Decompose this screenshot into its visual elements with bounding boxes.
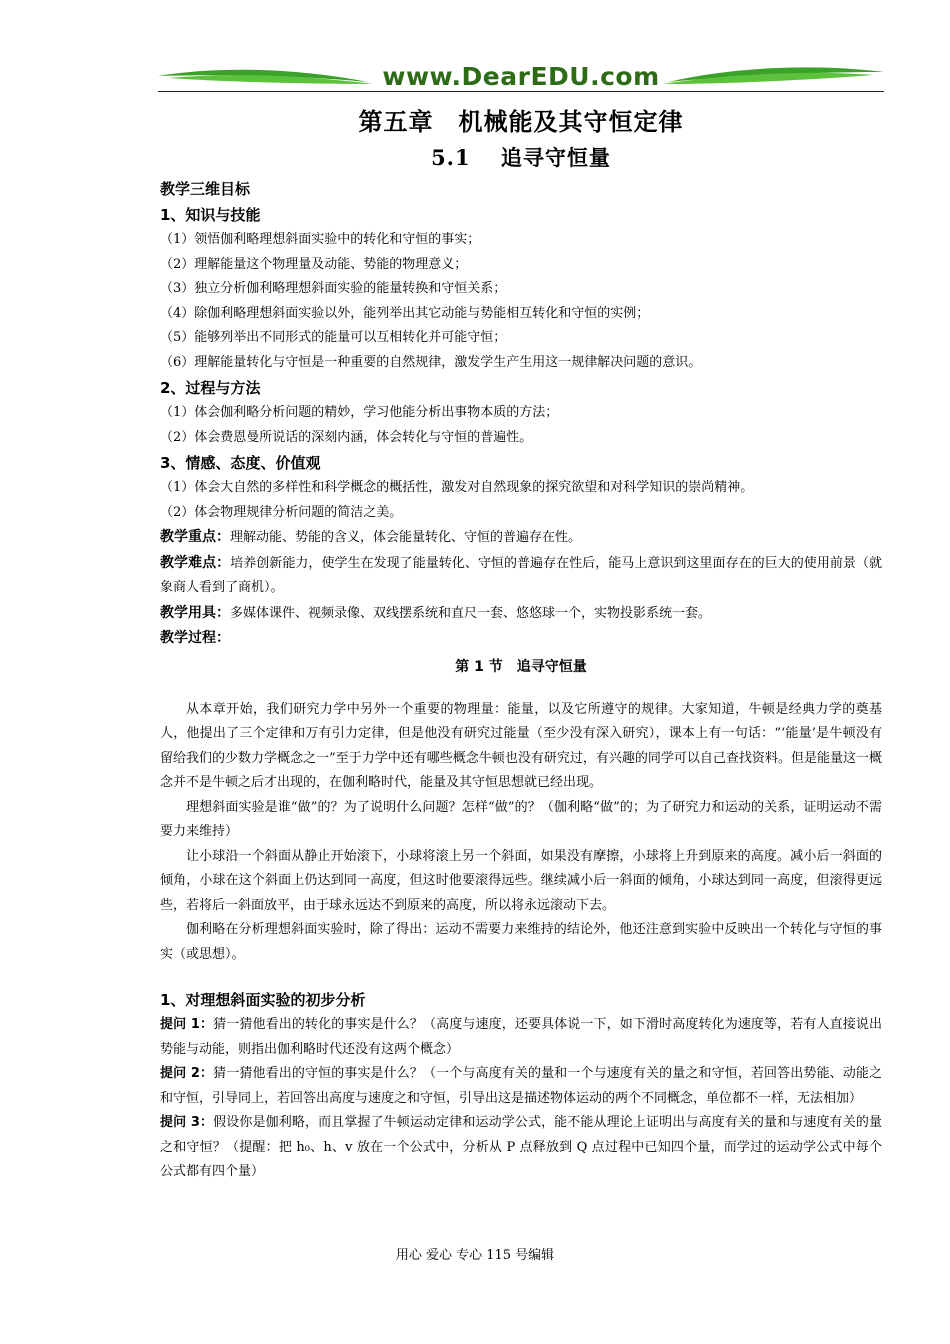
process-label: 教学过程： xyxy=(160,630,230,646)
site-header xyxy=(158,62,884,94)
emotion-heading: 3、情感、态度、价值观 xyxy=(160,454,321,472)
question-3 xyxy=(160,1111,882,1185)
list-item: （4）除伽利略理想斜面实验以外，能列举出其它动能与势能相互转化和守恒的实例； xyxy=(160,305,650,321)
chapter-title: 第五章 机械能及其守恒定律 xyxy=(358,107,684,136)
tools-text: 多媒体课件、视频录像、双线摆系统和直尺一套、悠悠球一个，实物投影系统一套。 xyxy=(230,605,712,621)
process-heading: 2、过程与方法 xyxy=(160,379,261,397)
question-2 xyxy=(160,1062,882,1111)
key-points-label: 教学重点： xyxy=(160,529,230,545)
page-footer: 用心 爱心 专心 115 号编辑 xyxy=(395,1248,555,1263)
tools-label: 教学用具： xyxy=(160,604,230,621)
difficulties-label: 教学难点： xyxy=(160,554,231,571)
question-text: 猜一猜他看出的守恒的事实是什么？（一个与高度有关的量和一个与速度有关的量之和守恒，若回答出势能、动能之和守恒，引导同上，若回答出高度与速度之和守恒，引导出这是描述物体运动的两个不同概念，单位都不一样，无法相加） xyxy=(160,1066,882,1106)
key-points xyxy=(160,525,882,551)
list-item: （6）理解能量转化与守恒是一种重要的自然规律，激发学生产生用这一规律解决问题的意识。 xyxy=(160,354,702,370)
body-paragraph: 理想斜面实验是谁“做”的？为了说明什么问题？怎样“做”的？（伽利略“做”的；为了研究力和运动的关系，证明运动不需要力来维持） xyxy=(160,799,882,839)
key-points-text: 理解动能、势能的含义，体会能量转化、守恒的普遍存在性。 xyxy=(230,530,582,545)
document-body xyxy=(160,104,882,1185)
list-item: （5）能够列举出不同形式的能量可以互相转化并可能守恒； xyxy=(160,330,507,345)
analysis-heading: 1、对理想斜面实验的初步分析 xyxy=(160,991,366,1009)
body-paragraph: 让小球沿一个斜面从静止开始滚下，小球将滚上另一个斜面，如果没有摩擦，小球将上升到原来的高度。减小后一斜面的倾角，小球在这个斜面上仍达到同一高度，但这时他要滚得远些。继续减小后一斜面的倾角，小球达到同一高度，但滚得更远些，若将后一斜面放平，由于球永远达不到原来的高度，所以将永远滚动下去。 xyxy=(160,848,882,913)
header-divider xyxy=(158,91,884,92)
question-1 xyxy=(160,1013,882,1062)
list-item: （1）领悟伽利略理想斜面实验中的转化和守恒的事实； xyxy=(160,232,481,247)
goals-heading: 教学三维目标 xyxy=(160,180,251,198)
difficulties-text: 培养创新能力，使学生在发现了能量转化、守恒的普遍存在性后，能马上意识到这里面存在的巨大的使用前景（就象商人看到了商机）。 xyxy=(160,555,882,595)
difficulties xyxy=(160,551,882,601)
tools xyxy=(160,601,882,627)
knowledge-heading: 1、知识与技能 xyxy=(160,206,261,224)
question-label: 提问 2： xyxy=(160,1066,214,1081)
list-item: （2）体会物理规律分析问题的简洁之美。 xyxy=(160,504,403,520)
section-title: 5.1 追寻守恒量 xyxy=(431,145,611,170)
question-text: 假设你是伽利略，而且掌握了牛顿运动定律和运动学公式，能不能从理论上证明出与高度有关的量和与速度有关的量之和守恒？（提醒：把 h₀、h、v 放在一个公式中，分析从 P 点释放到 Q 点过程中已知四个量，而学过的运动学公式中每个公式都有四个量） xyxy=(160,1115,882,1179)
lesson-title: 第 1 节 追寻守恒量 xyxy=(455,658,587,675)
list-item: （2）理解能量这个物理量及动能、势能的物理意义； xyxy=(160,256,468,272)
spacer xyxy=(160,967,882,987)
list-item: （1）体会伽利略分析问题的精妙，学习他能分析出事物本质的方法； xyxy=(160,405,559,420)
body-paragraph: 从本章开始，我们研究力学中另外一个重要的物理量：能量，以及它所遵守的规律。大家知道，牛顿是经典力学的奠基人，他提出了三个定律和万有引力定律，但是他没有研究过能量（至少没有深入研究），课本上有一句话：“‘能量’是牛顿没有留给我们的少数力学概念之一”至于力学中还有哪些概念牛顿也没有研究过，有兴趣的同学可以自己查找资料。但是能量这一概念并不是牛顿之后才出现的，在伽利略时代，能量及其守恒思想就已经出现。 xyxy=(160,701,882,790)
list-item: （1）体会大自然的多样性和科学概念的概括性，激发对自然现象的探究欲望和对科学知识的崇尚精神。 xyxy=(160,480,754,495)
list-item: （3）独立分析伽利略理想斜面实验的能量转换和守恒关系； xyxy=(160,281,507,296)
body-paragraph: 伽利略在分析理想斜面实验时，除了得出：运动不需要力来维持的结论外，他还注意到实验中反映出一个转化与守恒的事实（或思想）。 xyxy=(160,922,882,962)
question-label: 提问 3： xyxy=(160,1115,214,1130)
site-logo[interactable]: www.DearEDU.com xyxy=(382,62,660,91)
list-item: （2）体会费恩曼所说话的深刻内涵，体会转化与守恒的普遍性。 xyxy=(160,429,533,445)
question-text: 猜一猜他看出的转化的事实是什么？（高度与速度，还要具体说一下，如下滑时高度转化为速度等，若有人直接说出势能与动能，则指出伽利略时代还没有这两个概念） xyxy=(160,1017,882,1057)
question-label: 提问 1： xyxy=(160,1017,214,1032)
